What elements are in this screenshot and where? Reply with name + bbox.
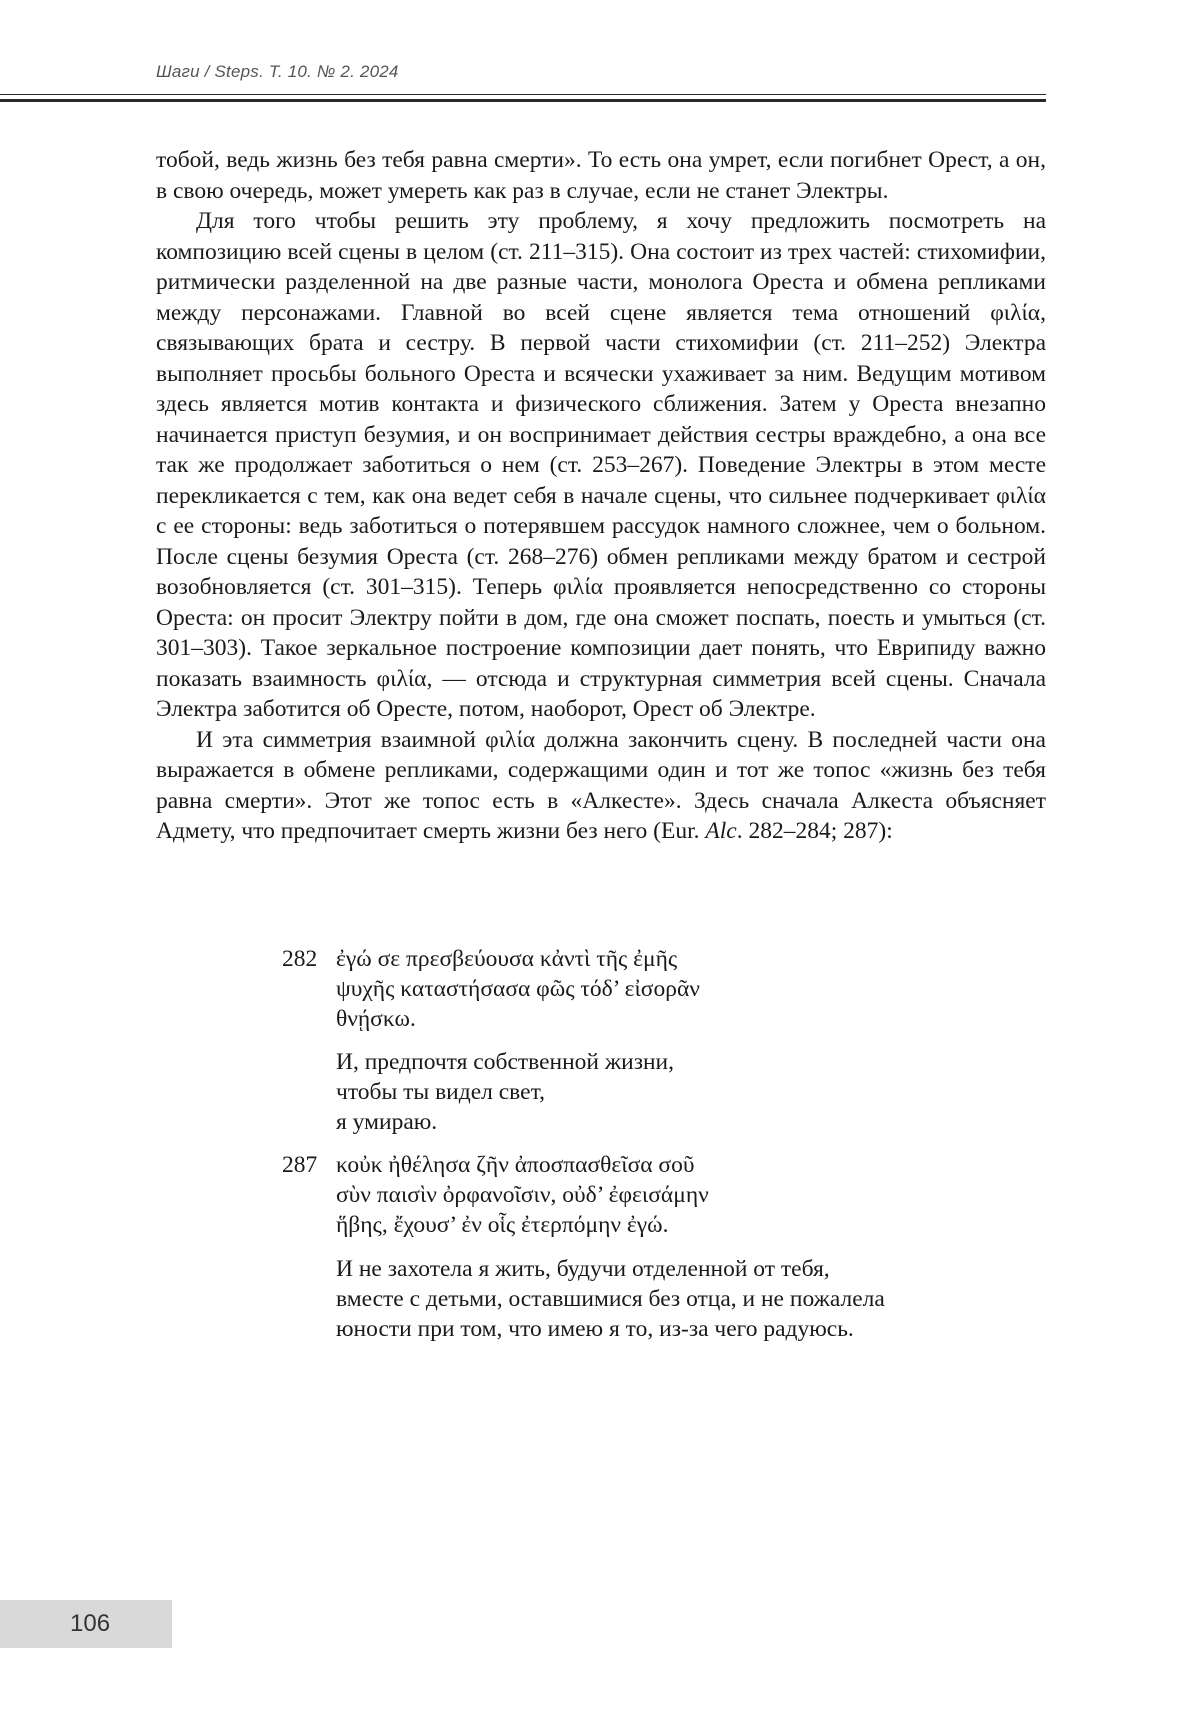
translation-lines (336, 1047, 674, 1137)
translation-line: чтобы ты видел свет, (336, 1079, 545, 1105)
paragraph-1: тобой, ведь жизнь без тебя равна смерти». То есть она умрет, если погибнет Орест, а он, в свою очередь, может умереть как раз в случае, если не станет Электры. (156, 147, 1046, 204)
paragraph-3 (156, 725, 1046, 847)
header-rule-thin (0, 94, 1046, 95)
greek-line: ἐγώ σε πρεσβεύουσα κἀντὶ τῆς ἐμῆς (336, 946, 678, 972)
page-number: 106 (70, 1610, 111, 1637)
translation-line: И, предпочтя собственной жизни, (336, 1049, 675, 1075)
paragraph-2: Для того чтобы решить эту проблему, я хочу предложить посмотреть на композицию всей сцены в целом (ст. 211–315). Она состоит из трех частей: стихомифии, ритмически разделенной на две разные части, монолога Ореста и обмена репликами между персонажами. Главной во всей сцене является тема отношений φιλία, связывающих брата и сестру. В первой части стихомифии (ст. 211–252) Электра выполняет просьбы больного Ореста и всячески ухаживает за ним. Ведущим мотивом здесь является мотив контакта и физического сближения. Затем у Ореста внезапно начинается приступ безумия, и он воспринимает действия сестры враждебно, а она все так же продолжает заботиться о нем (ст. 253–267). Поведение Электры в этом месте перекликается с тем, как она ведет себя в начале сцены, что сильнее подчеркивает φιλία с ее стороны: ведь заботиться о потерявшем рассудок намного сложнее, чем о больном. После сцены безумия Ореста (ст. 268–276) обмен репликами между братом и сестрой возобновляется (ст. 301–315). Теперь φιλία проявляется непосредственно со стороны Ореста: он просит Электру пойти в дом, где она сможет поспать, поесть и умыться (ст. 301–303). Такое зеркальное построение композиции дает понять, что Еврипиду важно показать взаимность φιλία, — отсюда и структурная симметрия всей сцены. Сначала Электра заботится об Оресте, потом, наоборот, Орест об Электре. (156, 208, 1046, 722)
translation-line: вместе с детьми, оставшимися без отца, и не пожалела (336, 1286, 885, 1312)
citation-work: Alc (705, 818, 737, 844)
greek-line: ἥβης, ἔχουσ’ ἐν οἷς ἐτερπόμην ἐγώ. (336, 1212, 669, 1238)
greek-line: θνῄσκω. (336, 1006, 416, 1032)
greek-line: σὺν παισὶν ὀρφανοῖσιν, οὐδ’ ἐφεισάμην (336, 1182, 709, 1208)
paragraph-3-text: И эта симметрия взаимной φιλία должна закончить сцену. В последней части она выражается в обмене репликами, содержащими один и тот же топос «жизнь без тебя равна смерти». Этот же топос есть в «Алкесте». Здесь сначала Алкеста объясняет Адмету, что предпочитает смерть жизни без него ( (156, 726, 1046, 844)
greek-lines (336, 944, 700, 1034)
greek-line: ψυχῆς καταστήσασα φῶς τόδ’ εἰσορᾶν (336, 976, 700, 1002)
greek-line: κοὐκ ἠθέλησα ζῆν ἀποσπασθεῖσα σοῦ (336, 1152, 695, 1178)
translation-line: И не захотела я жить, будучи отделенной от тебя, (336, 1256, 830, 1282)
verse-number: 287 (282, 1152, 318, 1178)
translation-line: я умираю. (336, 1109, 438, 1135)
citation-lines: . 282–284; 287): (736, 818, 893, 844)
greek-lines (336, 1150, 709, 1240)
citation-author: Eur. (661, 818, 706, 844)
running-head: Шаги / Steps. Т. 10. № 2. 2024 (156, 62, 399, 81)
translation-lines (336, 1254, 885, 1344)
page-number-box (0, 1600, 172, 1648)
header-rule-thick (0, 99, 1046, 102)
verse-number: 282 (282, 946, 318, 972)
body-text (156, 145, 1046, 847)
translation-line: юности при том, что имею я то, из-за чего радуюсь. (336, 1316, 854, 1342)
